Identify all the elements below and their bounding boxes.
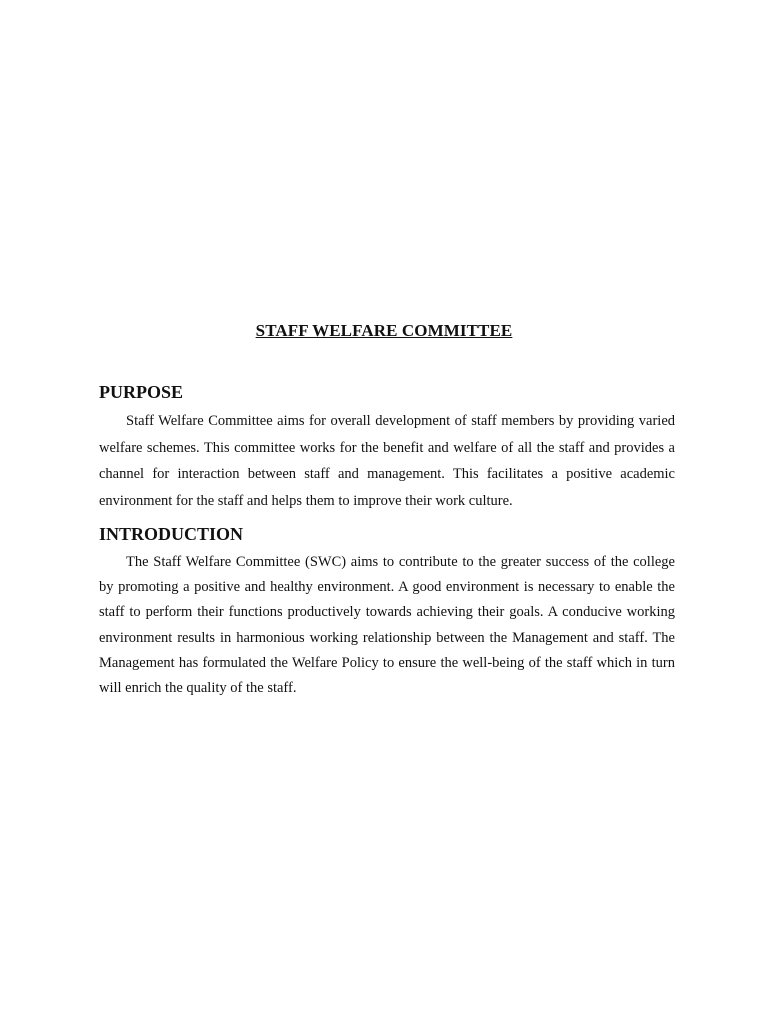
section-heading-introduction: INTRODUCTION xyxy=(99,524,244,544)
introduction-section xyxy=(99,522,675,701)
section-body-introduction: The Staff Welfare Committee (SWC) aims to contribute to the greater success of the college by promoting a positive and healthy environment. A good environment is necessary to enable the staff to perform their functions productively towards achieving their goals. A conducive working environment results in harmonious working relationship between the Management and staff. The Management has formulated the Welfare Policy to ensure the well-being of the staff which in turn will enrich the quality of the staff. xyxy=(99,554,675,697)
section-heading-purpose: PURPOSE xyxy=(99,382,184,402)
section-body-purpose: Staff Welfare Committee aims for overall development of staff members by providing varied welfare schemes. This committee works for the benefit and welfare of all the staff and provides a channel for interaction between staff and management. This facilitates a positive academic environment for the staff and helps them to improve their work culture. xyxy=(99,413,675,509)
document-title: STAFF WELFARE COMMITTEE xyxy=(255,321,513,340)
purpose-section xyxy=(99,380,675,514)
